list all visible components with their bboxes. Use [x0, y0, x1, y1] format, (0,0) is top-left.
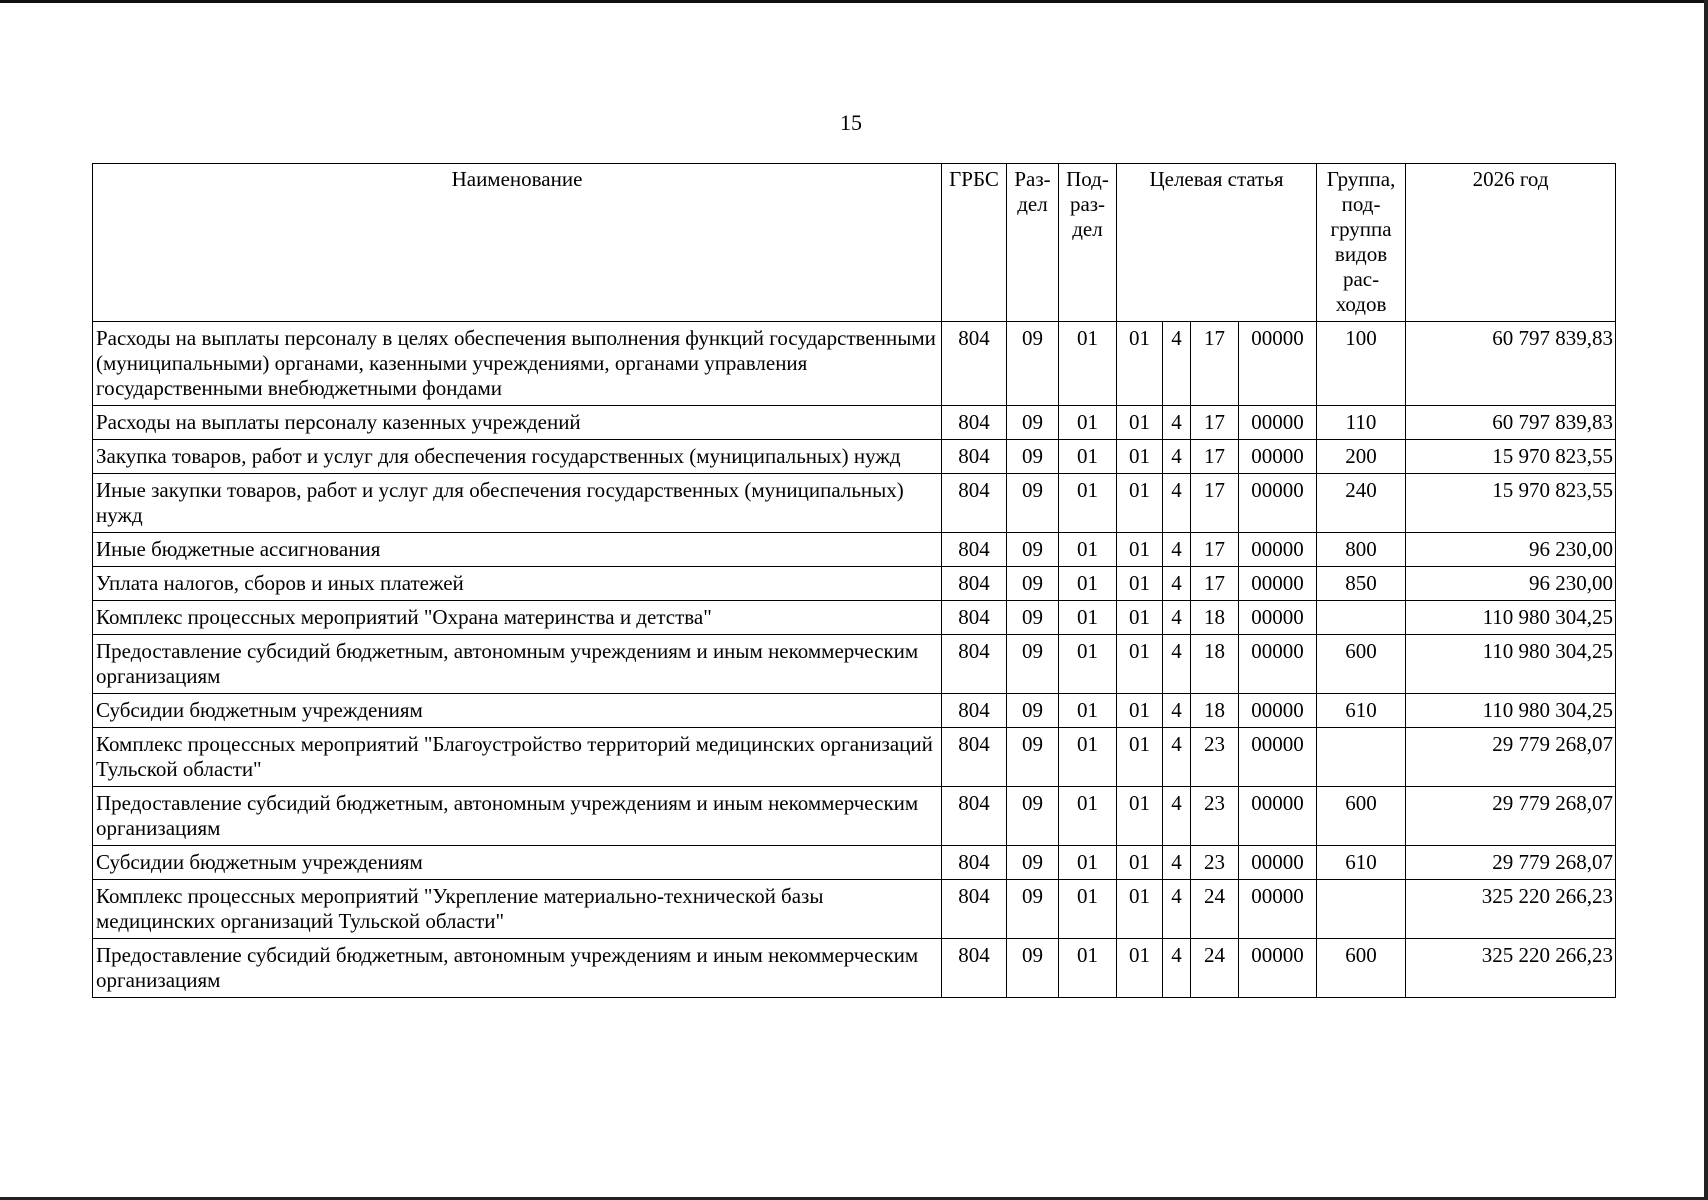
cell-target-complex: 17 [1191, 440, 1239, 474]
cell-target-program: 01 [1117, 694, 1163, 728]
cell-target-type: 4 [1163, 694, 1191, 728]
cell-target-type: 4 [1163, 440, 1191, 474]
cell-amount-2026: 29 779 268,07 [1406, 787, 1616, 846]
cell-podrazdel: 01 [1059, 787, 1117, 846]
cell-target-program: 01 [1117, 533, 1163, 567]
table-row [93, 567, 1616, 601]
cell-target-complex: 18 [1191, 635, 1239, 694]
cell-razdel: 09 [1007, 406, 1059, 440]
cell-grbs: 804 [942, 567, 1007, 601]
cell-razdel: 09 [1007, 846, 1059, 880]
cell-target-program: 01 [1117, 474, 1163, 533]
cell-razdel: 09 [1007, 567, 1059, 601]
cell-target-program: 01 [1117, 601, 1163, 635]
cell-target-complex: 23 [1191, 728, 1239, 787]
cell-razdel: 09 [1007, 474, 1059, 533]
cell-podrazdel: 01 [1059, 322, 1117, 406]
cell-target-complex: 17 [1191, 406, 1239, 440]
cell-razdel: 09 [1007, 440, 1059, 474]
cell-name: Предоставление субсидий бюджетным, автономным учреждениям и иным некоммерческим организациям [93, 787, 942, 846]
cell-target-complex: 17 [1191, 567, 1239, 601]
cell-expense-group: 610 [1317, 694, 1406, 728]
cell-grbs: 804 [942, 601, 1007, 635]
cell-amount-2026: 110 980 304,25 [1406, 694, 1616, 728]
cell-target-direction: 00000 [1239, 322, 1317, 406]
cell-name: Субсидии бюджетным учреждениям [93, 694, 942, 728]
cell-grbs: 804 [942, 728, 1007, 787]
cell-name: Предоставление субсидий бюджетным, автономным учреждениям и иным некоммерческим организациям [93, 635, 942, 694]
cell-target-type: 4 [1163, 787, 1191, 846]
cell-target-direction: 00000 [1239, 694, 1317, 728]
header-name: Наименование [93, 164, 942, 322]
cell-target-program: 01 [1117, 846, 1163, 880]
cell-target-program: 01 [1117, 440, 1163, 474]
cell-name: Субсидии бюджетным учреждениям [93, 846, 942, 880]
cell-amount-2026: 15 970 823,55 [1406, 440, 1616, 474]
table-row [93, 728, 1616, 787]
cell-razdel: 09 [1007, 635, 1059, 694]
cell-target-program: 01 [1117, 939, 1163, 998]
cell-podrazdel: 01 [1059, 846, 1117, 880]
cell-target-complex: 18 [1191, 601, 1239, 635]
cell-target-direction: 00000 [1239, 567, 1317, 601]
cell-target-complex: 17 [1191, 533, 1239, 567]
header-year-2026: 2026 год [1406, 164, 1616, 322]
cell-grbs: 804 [942, 474, 1007, 533]
cell-name: Закупка товаров, работ и услуг для обеспечения государственных (муниципальных) нужд [93, 440, 942, 474]
cell-amount-2026: 96 230,00 [1406, 567, 1616, 601]
header-target-article: Целевая статья [1117, 164, 1317, 322]
cell-target-type: 4 [1163, 939, 1191, 998]
cell-podrazdel: 01 [1059, 601, 1117, 635]
cell-grbs: 804 [942, 533, 1007, 567]
table-body [93, 322, 1616, 998]
cell-name: Предоставление субсидий бюджетным, автономным учреждениям и иным некоммерческим организациям [93, 939, 942, 998]
cell-name: Комплекс процессных мероприятий "Укрепление материально-технической базы медицинских организаций Тульской области" [93, 880, 942, 939]
table-row [93, 601, 1616, 635]
cell-target-type: 4 [1163, 533, 1191, 567]
cell-razdel: 09 [1007, 939, 1059, 998]
cell-grbs: 804 [942, 846, 1007, 880]
cell-target-type: 4 [1163, 322, 1191, 406]
table-row [93, 787, 1616, 846]
cell-name: Расходы на выплаты персоналу казенных учреждений [93, 406, 942, 440]
cell-amount-2026: 96 230,00 [1406, 533, 1616, 567]
cell-target-complex: 18 [1191, 694, 1239, 728]
table-row [93, 406, 1616, 440]
cell-expense-group: 850 [1317, 567, 1406, 601]
cell-target-complex: 23 [1191, 787, 1239, 846]
table-row [93, 440, 1616, 474]
cell-target-direction: 00000 [1239, 846, 1317, 880]
cell-target-direction: 00000 [1239, 728, 1317, 787]
table-row [93, 474, 1616, 533]
cell-target-complex: 17 [1191, 474, 1239, 533]
budget-table [92, 163, 1616, 998]
table-row [93, 846, 1616, 880]
cell-amount-2026: 325 220 266,23 [1406, 880, 1616, 939]
cell-amount-2026: 60 797 839,83 [1406, 322, 1616, 406]
cell-target-program: 01 [1117, 567, 1163, 601]
cell-podrazdel: 01 [1059, 533, 1117, 567]
cell-expense-group: 610 [1317, 846, 1406, 880]
table-header-row [93, 164, 1616, 322]
cell-expense-group: 100 [1317, 322, 1406, 406]
cell-grbs: 804 [942, 694, 1007, 728]
cell-target-complex: 24 [1191, 880, 1239, 939]
cell-target-direction: 00000 [1239, 533, 1317, 567]
cell-expense-group: 240 [1317, 474, 1406, 533]
cell-razdel: 09 [1007, 694, 1059, 728]
cell-razdel: 09 [1007, 601, 1059, 635]
cell-razdel: 09 [1007, 533, 1059, 567]
cell-target-type: 4 [1163, 880, 1191, 939]
cell-podrazdel: 01 [1059, 694, 1117, 728]
cell-expense-group: 600 [1317, 787, 1406, 846]
cell-target-direction: 00000 [1239, 601, 1317, 635]
cell-amount-2026: 110 980 304,25 [1406, 601, 1616, 635]
cell-name: Комплекс процессных мероприятий "Охрана материнства и детства" [93, 601, 942, 635]
cell-target-direction: 00000 [1239, 635, 1317, 694]
cell-target-direction: 00000 [1239, 474, 1317, 533]
cell-name: Уплата налогов, сборов и иных платежей [93, 567, 942, 601]
cell-target-type: 4 [1163, 567, 1191, 601]
cell-target-type: 4 [1163, 846, 1191, 880]
cell-amount-2026: 110 980 304,25 [1406, 635, 1616, 694]
cell-name: Иные бюджетные ассигнования [93, 533, 942, 567]
cell-target-complex: 17 [1191, 322, 1239, 406]
cell-razdel: 09 [1007, 728, 1059, 787]
cell-target-program: 01 [1117, 406, 1163, 440]
cell-target-program: 01 [1117, 635, 1163, 694]
cell-grbs: 804 [942, 880, 1007, 939]
cell-expense-group [1317, 880, 1406, 939]
cell-podrazdel: 01 [1059, 635, 1117, 694]
cell-podrazdel: 01 [1059, 728, 1117, 787]
cell-amount-2026: 15 970 823,55 [1406, 474, 1616, 533]
cell-amount-2026: 60 797 839,83 [1406, 406, 1616, 440]
cell-target-direction: 00000 [1239, 440, 1317, 474]
cell-podrazdel: 01 [1059, 880, 1117, 939]
cell-razdel: 09 [1007, 787, 1059, 846]
table-row [93, 635, 1616, 694]
cell-expense-group: 800 [1317, 533, 1406, 567]
table-row [93, 880, 1616, 939]
cell-amount-2026: 325 220 266,23 [1406, 939, 1616, 998]
page-number: 15 [840, 110, 862, 135]
cell-target-type: 4 [1163, 601, 1191, 635]
table-row [93, 694, 1616, 728]
cell-grbs: 804 [942, 635, 1007, 694]
cell-podrazdel: 01 [1059, 440, 1117, 474]
cell-podrazdel: 01 [1059, 939, 1117, 998]
cell-expense-group: 110 [1317, 406, 1406, 440]
cell-amount-2026: 29 779 268,07 [1406, 846, 1616, 880]
cell-target-direction: 00000 [1239, 406, 1317, 440]
table-row [93, 939, 1616, 998]
cell-name: Расходы на выплаты персоналу в целях обеспечения выполнения функций государственными (муниципальными) органами, казенными учреждениями, органами управления государственными внебюджетными фондами [93, 322, 942, 406]
cell-grbs: 804 [942, 406, 1007, 440]
cell-target-program: 01 [1117, 322, 1163, 406]
cell-grbs: 804 [942, 939, 1007, 998]
cell-expense-group [1317, 601, 1406, 635]
table-row [93, 533, 1616, 567]
cell-target-direction: 00000 [1239, 880, 1317, 939]
cell-expense-group: 600 [1317, 939, 1406, 998]
cell-grbs: 804 [942, 322, 1007, 406]
cell-target-type: 4 [1163, 406, 1191, 440]
header-grbs: ГРБС [942, 164, 1007, 322]
cell-podrazdel: 01 [1059, 406, 1117, 440]
cell-target-direction: 00000 [1239, 939, 1317, 998]
table-row [93, 322, 1616, 406]
cell-target-direction: 00000 [1239, 787, 1317, 846]
cell-razdel: 09 [1007, 322, 1059, 406]
cell-target-program: 01 [1117, 787, 1163, 846]
header-podrazdel: Под- раз- дел [1059, 164, 1117, 322]
cell-target-type: 4 [1163, 474, 1191, 533]
scan-top-edge [0, 0, 1708, 3]
cell-target-type: 4 [1163, 635, 1191, 694]
cell-target-complex: 23 [1191, 846, 1239, 880]
cell-target-program: 01 [1117, 880, 1163, 939]
cell-target-complex: 24 [1191, 939, 1239, 998]
cell-expense-group: 200 [1317, 440, 1406, 474]
cell-podrazdel: 01 [1059, 474, 1117, 533]
header-expense-group: Группа, под- группа видов рас- ходов [1317, 164, 1406, 322]
cell-expense-group: 600 [1317, 635, 1406, 694]
cell-expense-group [1317, 728, 1406, 787]
cell-podrazdel: 01 [1059, 567, 1117, 601]
cell-razdel: 09 [1007, 880, 1059, 939]
cell-target-type: 4 [1163, 728, 1191, 787]
cell-name: Комплекс процессных мероприятий "Благоустройство территорий медицинских организаций Тульской области" [93, 728, 942, 787]
cell-target-program: 01 [1117, 728, 1163, 787]
cell-amount-2026: 29 779 268,07 [1406, 728, 1616, 787]
cell-grbs: 804 [942, 440, 1007, 474]
scan-right-edge [1704, 0, 1708, 1200]
header-razdel: Раз- дел [1007, 164, 1059, 322]
cell-grbs: 804 [942, 787, 1007, 846]
cell-name: Иные закупки товаров, работ и услуг для обеспечения государственных (муниципальных) нужд [93, 474, 942, 533]
